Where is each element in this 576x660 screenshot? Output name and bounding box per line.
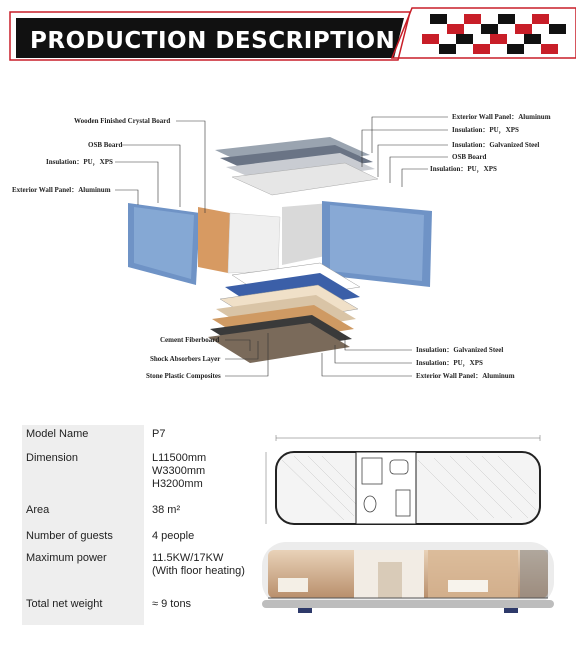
spec-table <box>22 425 252 625</box>
page-title: PRODUCTION DESCRIPTION <box>30 28 396 54</box>
callout-roof-pu-xps: Insulation：PU，XPS <box>452 126 519 134</box>
spec-row-power <box>22 549 252 595</box>
spec-row-dimension <box>22 449 252 501</box>
spec-key: Dimension <box>22 449 144 501</box>
callout-floor-aluminum: Exterior Wall Panel：Aluminum <box>416 372 515 380</box>
callout-exterior-wall-aluminum: Exterior Wall Panel：Aluminum <box>12 186 111 194</box>
exterior-render-image <box>258 538 558 618</box>
exploded-diagram <box>0 95 576 395</box>
spec-key: Total net weight <box>22 595 144 625</box>
spec-row-guests <box>22 527 252 549</box>
header-banner <box>0 0 576 70</box>
spec-row-weight <box>22 595 252 625</box>
spec-row-model <box>22 425 252 449</box>
spec-key: Number of guests <box>22 527 144 549</box>
spec-value: L11500mm W3300mm H3200mm <box>152 452 207 490</box>
callout-crystal-board: Wooden Finished Crystal Board <box>74 117 171 125</box>
spec-key: Area <box>22 501 144 527</box>
spec-value: 11.5KW/17KW (With floor heating) <box>152 552 245 577</box>
spec-key: Maximum power <box>22 549 144 595</box>
callout-insulation-pu-xps: Insulation：PU，XPS <box>46 158 113 166</box>
callout-roof-galvanized: Insulation：Galvanized Steel <box>452 141 540 149</box>
floor-plan-drawing <box>258 430 558 530</box>
callout-roof-insulation: Insulation：PU，XPS <box>430 165 497 173</box>
callout-osb-board: OSB Board <box>88 141 123 149</box>
spec-row-area <box>22 501 252 527</box>
spec-value: 38 m² <box>152 504 181 516</box>
callout-stone-plastic: Stone Plastic Composites <box>146 372 221 380</box>
callout-roof-osb: OSB Board <box>452 153 487 161</box>
callout-floor-pu-xps: Insulation：PU，XPS <box>416 359 483 367</box>
spec-key: Model Name <box>22 425 144 449</box>
callout-shock-absorbers: Shock Absorbers Layer <box>150 355 221 363</box>
spec-value: 4 people <box>152 530 195 542</box>
callout-floor-galvanized: Insulation：Galvanized Steel <box>416 346 504 354</box>
spec-value: P7 <box>152 428 166 440</box>
callout-cement-fiberboard: Cement Fiberboard <box>160 336 220 344</box>
spec-value: ≈ 9 tons <box>152 598 192 610</box>
checkered-flag-icon <box>422 14 566 54</box>
callout-roof-aluminum: Exterior Wall Panel：Aluminum <box>452 113 551 121</box>
